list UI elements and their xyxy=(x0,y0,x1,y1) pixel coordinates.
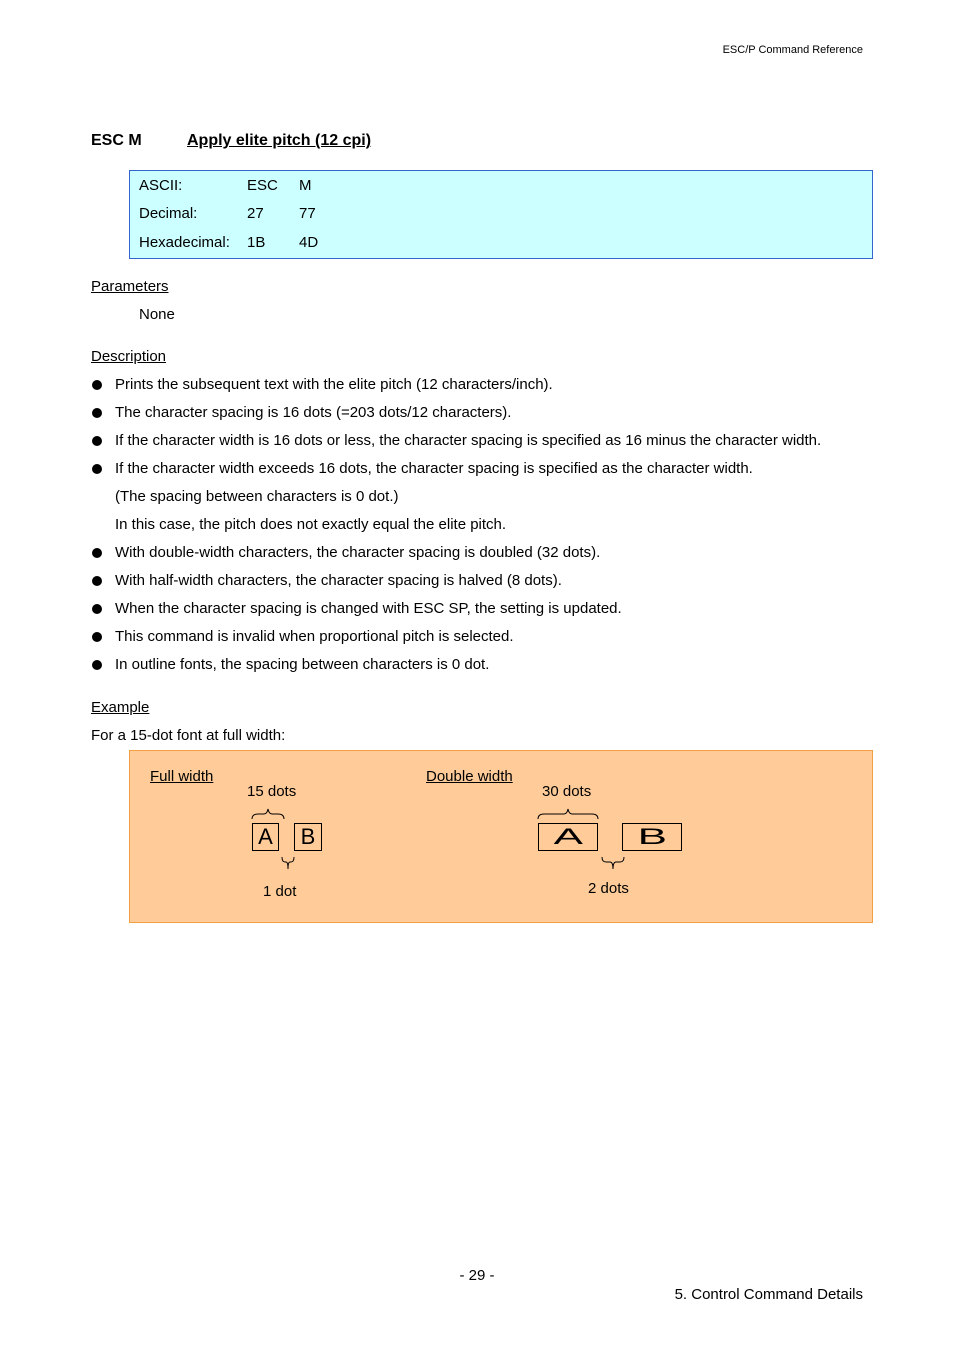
list-item: If the character width is 16 dots or less, the character spacing is specified as 16 minus the character width. xyxy=(115,432,822,449)
bullet-icon xyxy=(92,576,102,586)
list-item: The character spacing is 16 dots (=203 dots/12 characters). xyxy=(115,404,512,421)
command-code: ESC M xyxy=(91,132,142,149)
list-item-continuation: (The spacing between characters is 0 dot.) xyxy=(115,488,399,505)
bullet-icon xyxy=(92,548,102,558)
brace-bottom-icon xyxy=(280,855,296,873)
code-label: ASCII: xyxy=(139,177,183,194)
code-label: Hexadecimal: xyxy=(139,234,230,251)
code-value: 4D xyxy=(299,234,319,251)
code-value: ESC xyxy=(247,177,278,194)
command-heading xyxy=(91,132,371,150)
full-width-char-a: A xyxy=(252,823,279,851)
bullet-icon xyxy=(92,604,102,614)
full-width-label: Full width xyxy=(150,768,214,785)
list-item: This command is invalid when proportional pitch is selected. xyxy=(115,628,514,645)
list-item: With half-width characters, the character spacing is halved (8 dots). xyxy=(115,572,562,589)
bullet-icon xyxy=(92,380,102,390)
list-item: When the character spacing is changed with ESC SP, the setting is updated. xyxy=(115,600,622,617)
running-header: ESC/P Command Reference xyxy=(722,44,863,56)
double-width-char-a xyxy=(538,823,598,851)
bullet-icon xyxy=(92,660,102,670)
brace-top-icon xyxy=(536,807,600,821)
list-item: In outline fonts, the spacing between characters is 0 dot. xyxy=(115,656,490,673)
list-item: Prints the subsequent text with the elite pitch (12 characters/inch). xyxy=(115,376,553,393)
description-heading: Description xyxy=(91,348,167,365)
list-item-continuation: In this case, the pitch does not exactly equal the elite pitch. xyxy=(115,516,507,533)
example-figure xyxy=(129,750,873,923)
code-value: 1B xyxy=(247,234,266,251)
full-width-bottom-label: 1 dot xyxy=(263,883,297,900)
code-value: M xyxy=(299,177,312,194)
code-table xyxy=(129,170,873,259)
full-width-char-b: B xyxy=(294,823,322,851)
code-value: 27 xyxy=(247,205,264,222)
footer-section: 5. Control Command Details xyxy=(674,1286,863,1303)
double-width-bottom-label: 2 dots xyxy=(588,880,629,897)
command-title: Apply elite pitch (12 cpi) xyxy=(187,132,372,149)
list-item: With double-width characters, the character spacing is doubled (32 dots). xyxy=(115,544,601,561)
example-heading: Example xyxy=(91,699,150,716)
double-width-char-b xyxy=(622,823,682,851)
page-number: - 29 - xyxy=(459,1267,495,1284)
double-width-char-a-text: A xyxy=(553,824,583,849)
double-width-char-b-text: B xyxy=(637,824,667,849)
double-width-label: Double width xyxy=(426,768,513,785)
bullet-icon xyxy=(92,408,102,418)
brace-top-icon xyxy=(250,807,286,821)
full-width-top-label: 15 dots xyxy=(247,783,297,800)
brace-bottom-icon xyxy=(600,855,626,873)
bullet-icon xyxy=(92,632,102,642)
code-value: 77 xyxy=(299,205,316,222)
double-width-top-label: 30 dots xyxy=(542,783,592,800)
bullet-icon xyxy=(92,464,102,474)
code-label: Decimal: xyxy=(139,205,198,222)
list-item: If the character width exceeds 16 dots, the character spacing is specified as the character width. xyxy=(115,460,753,477)
parameters-heading: Parameters xyxy=(91,278,169,295)
example-intro: For a 15-dot font at full width: xyxy=(91,727,286,744)
bullet-icon xyxy=(92,436,102,446)
parameters-value: None xyxy=(139,306,175,323)
